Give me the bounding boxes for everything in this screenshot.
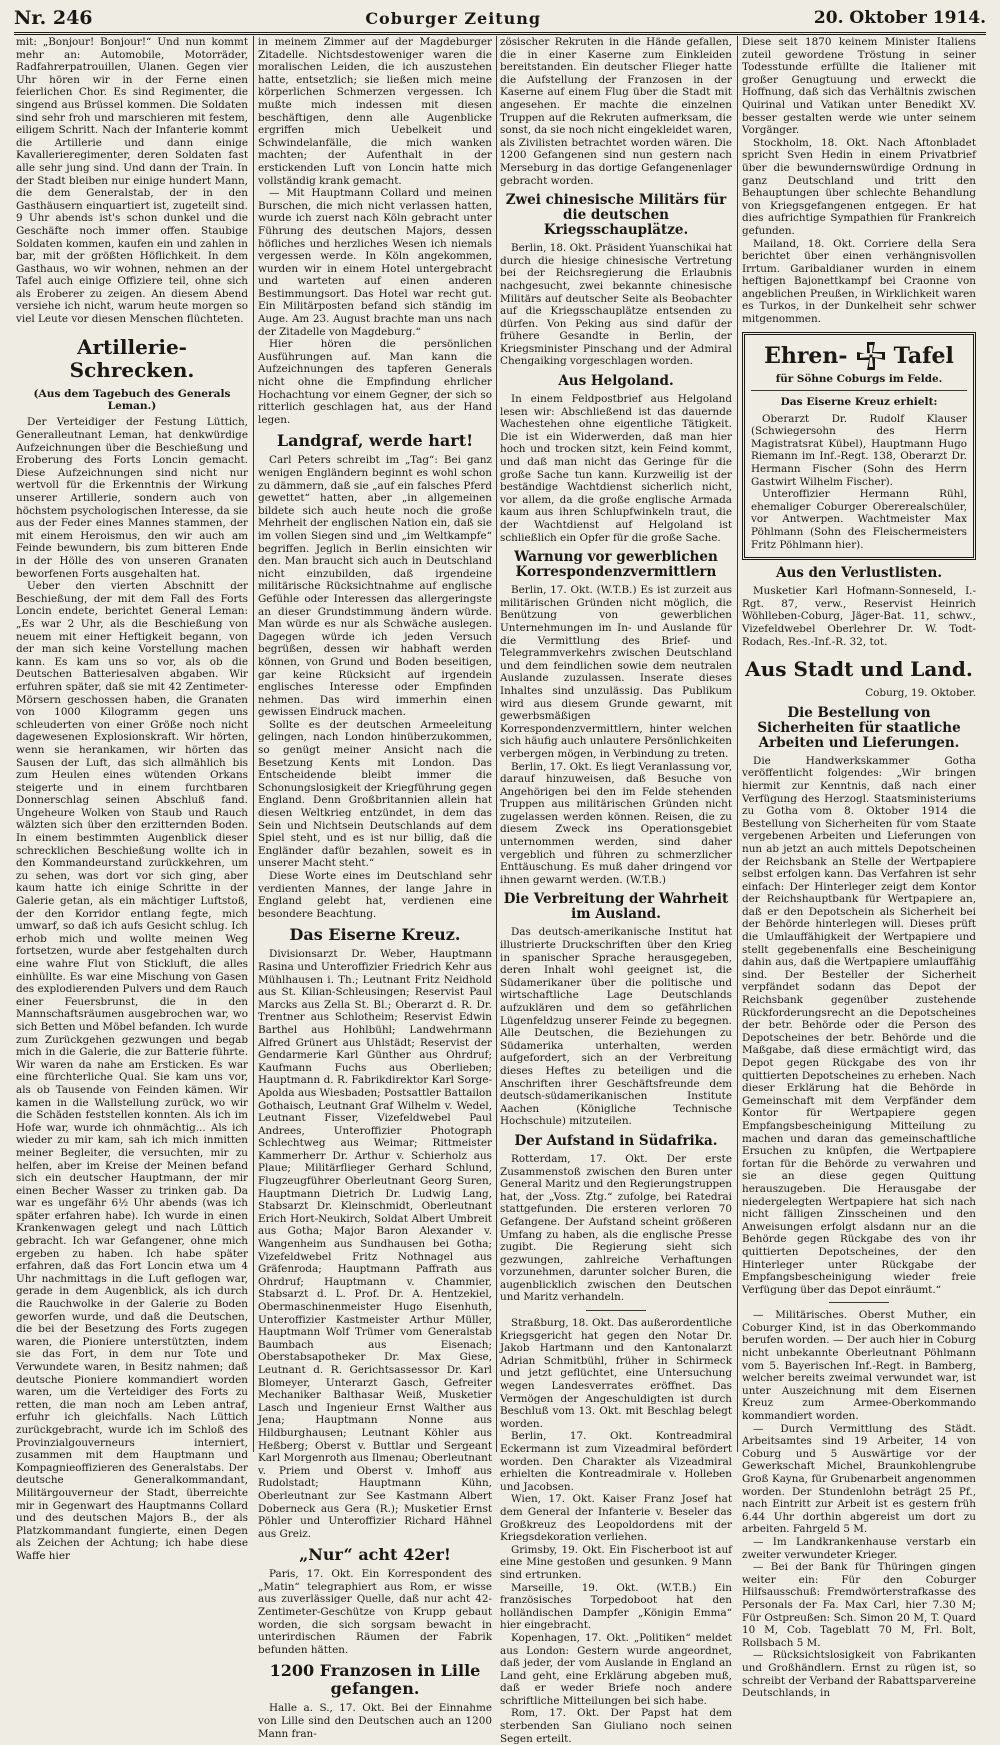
article-text: Carl Peters schreibt im „Tag“: Bei ganz wenigen Engländern beginnt es wohl schon zu dämmern, daß sie „auf ein falsches Pferd gewettet“ hatten, aber „in allgemeinen bildete sich auch heute noch die große Mehrheit der englischen Nation ein, daß sie im vollen Siegen sind und „im Weltkampfe“ begriffen. Jeglich in Berlin einsichten wir den. Man braucht sich auch in Deutschland nicht einzubilden, daß irgendeine militärische Rücksichtnahme auf englische Gefühle oder Interessen das allergeringste an dieser Grundstimmung ändern würde. Man würde es nur als Schwäche auslegen. Dagegen würde ich jeden Versuch begrüßen, dessen wir habhaft werden können, von Grund und Boden beseitigen, gar keine Rücksicht auf irgendein englisches Interesse oder Empfinden nehmen. Das wird immerhin einen gewissen Eindruck machen. bbox=[258, 454, 492, 719]
article-text: in meinem Zimmer auf der Magdeburger Zitadelle. Nichtsdestoweniger waren die moralischen Leiden, die ich auszustehen hatte, entsetzlich; sie ließen mich meine körperlichen Schmerzen vergessen. Ich mußte mich indessen mit diesen beschäftigen, denn alle Augenblicke ergriffen mich Uebelkeit und Schwindelanfälle, die mich wanken machten; der Aufenthalt in der erstickenden Luft von Loncin hatte mich vollständig krank gemacht. bbox=[258, 36, 492, 187]
honor-entry: Oberarzt Dr. Rudolf Klauser (Schwiegersohn des Herrn Magistratsrat Kübel), Hauptmann Hugo Riemann im Inf.-Regt. 138, Oberarzt Dr. Hermann Fischer (Sohn des Herrn Gastwirt Wilhelm Fischer). bbox=[751, 412, 967, 488]
honor-title-left: Ehren- bbox=[764, 342, 848, 369]
article-text: Sollte es der deutschen Armeeleitung gelingen, nach London hinüberzukommen, so genügt meiner Ansicht nach die Besetzung Kents mit London. Das Entscheidende bleibt immer die Schonungslosigkeit der Kriegführung gegen England. Denn Großbritannien allein hat diesen Weltkrieg entzündet, in dem das Sein und Nichtsein Deutschlands auf dem Spiel steht, und es ist nur billig, daß die Engländer dafür bezahlen, soweit es in unserer Macht steht.“ bbox=[258, 718, 492, 870]
article-text: Marseille, 19. Okt. (W.T.B.) Ein französisches Torpedoboot hat den holländischen Dampfer „Königin Emma“ hier eingebracht. bbox=[500, 1581, 732, 1632]
article-text: Divisionsarzt Dr. Weber, Hauptmann Rasina und Unteroffizier Friedrich Kehr aus Mühlhausen i. Th.; Leutnant Fritz Neidhold aus St. Kilian-Schleusingen; Reservist Paul Marcks aus Zella St. Bl.; Oberarzt d. R. Dr. Trentner aus Schlotheim; Reservist Edwin Barthel aus Hohlbühl; Landwehrmann Alfred Grünert aus Uhlstädt; Reservist der Gendarmerie Karl Günther aus Ohrdruf; Kaufmann Fuchs aus Oberlieben; Hauptmann d. R. Fabrikdirektor Karl Sorge-Apolda aus Wiesbaden; Postsattler Battailon Gothaisch, Leutnant Graf Wilhelm v. Wedel, Leutnant Fisser, Vizefeldwebel Paul Andrees, Unteroffizier Photograph Schlechtweg aus Weimar; Rittmeister Kammerherr Dr. Arthur v. Schierholz aus Plaue; Militärflieger Gerhard Schlund, Flugzeugführer Oberleutnant Georg Suren, Hauptmann Dietrich Dr. Ludwig Lang, Stabsarzt Dr. Kleinschmidt, Oberleutnant Erich Hort-Neukirch, Soldat Albert Umbreit aus Gotha; Major Baron Alexander v. Wangenheim aus Sundhausen bei Gotha; Vizefeldwebel Fritz Nothnagel aus Gräfenroda; Hauptmann Paffrath aus Ohrdruf; Hauptmann v. Chammier, Stabsarzt d. L. Prof. Dr. A. Hentzekiel, Obermaschinenmeister Hugo Eisenhuth, Unteroffizier Kastmeister Arthur Müller, Hauptmann Wolf Trümer vom Generalstab Baumbach aus Eisenach; Oberstabsapotheker Dr. Max Giese, Leutnant d. R. Gerichtsassessor Dr. Karl Blomeyer, Unterarzt Gasch, Gefreiter Mechaniker Balthasar Weiß, Musketier Lasch und Ingenieur Ernst Walther aus Jena; Hauptmann Nonne aus Hildburghausen; Leutnant Köhler aus Heßberg; Oberst v. Buttlar und Sergeant Karl Morgenroth aus Ilmenau; Oberleutnant v. Priem und Oberst v. Imhoff aus Rudolstadt; Hauptmann Kühn, Oberleutnant zur See Kastmann Albert Doberneck aus Gera (R.); Musketier Ernst Pöhler und Unteroffizier Richard Hähnel aus Greiz. bbox=[258, 948, 493, 1540]
article-text: — Mit Hauptmann Collard und meinen Burschen, die mich nicht verlassen hatten, wurde ich zuerst nach Köln gebracht unter Führung des deutschen Majors, dessen höfliches und herzliches Wesen ich niemals vergessen werde. In Köln angekommen, wurden wir in einem Hotel untergebracht und warteten auf einen anderen Bestimmungsort. Das Hotel war recht gut. Ein Militärposten befand sich ständig im Auge. Am 23. August brachte man uns nach der Zitadelle von Magdeburg.“ bbox=[258, 187, 492, 338]
issue-date: 20. Oktober 1914. bbox=[813, 8, 986, 28]
article-heading-helgoland: Aus Helgoland. bbox=[558, 373, 674, 390]
article-text: Ueber den vierten Abschnitt der Beschießung, der mit dem Fall des Forts Loncin endete, berichtet General Leman: „Es war 2 Uhr, als die Beschießung von neuem mit einer Heftigkeit begann, von der man sich keine Vorstellung machen kann. Es kam uns so vor, als ob die Deutschen Batteriesalven abgaben. Wir erfuhren später, daß sie mit 42 Zentimeter-Mörsern geschossen haben, die Granaten von 1000 Kilogramm gegen uns schleuderten von einer Größe noch nicht dagewesenen Explosionskraft. Wir hörten, wenn sie herankamen, wir hörten das Sausen der Luft, das sich allmählich bis zum Heulen eines wütenden Orkans steigerte und in einem furchtbaren Donnerschlag seinen Abschluß fand. Ungeheure Wolken von Staub und Rauch wälzten sich über den erzitternden Boden. In einem bestimmten Augenblick dieser schrecklichen Beschießung wollte ich in den Kommandeurstand zurückkehren, um zu sehen, was dort vor sich ging, aber kaum hatte ich einige Schritte in der Galerie getan, als ein mächtiger Luftstoß, der den Korridor entlang fegte, mich umwarf, so daß ich aufs Gesicht schlug. Ich erhob mich und wollte meinen Weg fortsetzen, wurde aber festgehalten durch eine wahre Flut von Stickluft, die alles einhüllte. Es war eine Mischung von Gasen des explodierenden Pulvers und dem Rauch einer Feuersbrunst, die in den Mannschaftsräumen ausgebrochen war, wo sich Betten und Möbel befanden. Ich wurde zum Zurückgehen gezwungen und begab mich in die Galerie, die zur Batterie führte. Wir waren da nahe am Ersticken. Es war eine fürchterliche Qual. Sie kam uns vor, als ob Tausende von Feinden kämen. Wir kamen in die Wallstellung zurück, wo wir die Schäden feststellen konnten. Als ich im Hofe war, wurde ich ohnmächtig... Als ich wieder zu mir kam, sah ich mich inmitten meiner Begleiter, die versuchten, mir zu helfen, aber im Kreise der Meinen befand sich ein deutscher Hauptmann, der mir einen Becher Wasser zu trinken gab. Da war es ungefähr 6½ Uhr abends (was ich später erfahren habe). Ich wurde in einen Krankenwagen gelegt und nach Lüttich gebracht. Ich war Gefangener, ohne mich ergeben zu haben. Ich habe später erfahren, daß das Fort Loncin etwa um 4 Uhr nachmittags in die Luft geflogen war, gerade in dem Augenblick, als ich durch die Rauchwolke in der Galerie zu Boden geworfen wurde, und daß die Deutschen, die bei der Besetzung des Forts zugegen waren, die Pioniere unterstützten, indem sie das Fort, in dem nur Tote und Verwundete waren, in Besitz nahmen; daß deutsche Pioniere kommandiert worden waren, um die Verteidiger des Forts zu retten, die man noch am Leben antraf, erfuhr ich gleichfalls. Nach Lüttich zurückgebracht, wurde ich im Schloß des Provinzialgouverneurs interniert, zusammen mit dem Hauptmann und Kompagnieoffizieren des Generalstabs. Der deutsche Generalkommandant, Militärgouverneur der Stadt, überreichte mir in Gegenwart des Hauptmanns Collard und des deutschen Majors B., der als Platzkommandant fungierte, einen Degen als Zeichen der Achtung; ich habe diese Waffe hier bbox=[16, 580, 248, 1562]
article-text: — Im Landkrankenhause verstarb ein zweiter verwundeter Krieger. bbox=[742, 1535, 976, 1561]
masthead bbox=[14, 4, 986, 35]
honor-roll-box bbox=[742, 332, 976, 561]
section-divider bbox=[586, 1310, 646, 1311]
article-text: Berlin, 17. Okt. Es liegt Veranlassung vor, darauf hinzuweisen, daß Besuche von Angehörigen bei den im Felde stehenden Truppen aus militärischen Gründen nicht zugelassen werden können. Reisen, die zu diesem Zweck ins Operationsgebiet unternommen werden, sind daher vergeblich und führen zu schmerzlicher Enttäuschung. Es muß daher dringend vor ihnen gewarnt werden. (W.T.B.) bbox=[500, 760, 732, 886]
honor-roll-title bbox=[751, 341, 967, 371]
article-heading-zwei-militaers: Zwei chinesische Militärs für die deutschen Kriegsschauplätze. bbox=[505, 192, 727, 239]
article-heading-verlustlisten: Aus den Verlustlisten. bbox=[775, 565, 943, 582]
article-text: Halle a. S., 17. Okt. Bei der Einnahme von Lille sind den Deutschen auch an 1200 Mann fran- bbox=[258, 1702, 492, 1740]
article-text: Wien, 17. Okt. Kaiser Franz Josef hat dem General der Infanterie v. Beseler das Großkreuz des Leopoldordens mit der Kriegsdekoration verliehen. bbox=[500, 1493, 732, 1544]
article-text: Der Verteidiger der Festung Lüttich, Generalleutnant Leman, hat denkwürdige Aufzeichnungen über die Beschießung und Eroberung des Forts Loncin gemacht. Diese Aufzeichnungen sind nicht nur wertvoll für die Erkenntnis der Wirkung unserer Artillerie, sondern auch von höchstem psychologischen Interesse, da sie aus der Feder eines Mannes stammen, der mit einem Heroismus, den wir auch am Feinde bewundern, bis zum bitteren Ende in der Hölle des von unseren Granaten beworfenen Forts ausgehalten hat. bbox=[16, 416, 248, 580]
article-heading-eiserne-kreuz: Das Eiserne Kreuz. bbox=[289, 925, 461, 945]
article-heading-warnung: Warnung vor gewerblichen Korrespondenzvermittlern bbox=[514, 549, 718, 581]
article-text: — Rücksichtslosigkeit von Fabrikanten und Großhändlern. Ernst zu rügen ist, so schreibt der Verband der Rabattsparvereine Deutschlands, in bbox=[742, 1649, 976, 1700]
column-2 bbox=[258, 36, 493, 1740]
iron-cross-icon bbox=[856, 341, 886, 371]
article-text: Berlin, 17. Okt. (W.T.B.) Es ist zurzeit aus militärischen Gründen nicht möglich, die Benützung von gewerblichen Unternehmungen im In- und Auslande für die Vermittlung des Brief- und Telegrammverkehrs zwischen Deutschland und dem feindlichen sowie dem neutralen Auslande zuzulassen. Inserate dieses Inhaltes sind unzulässig. Das Publikum wird aus diesem Grunde gewarnt, mit gewerbsmäßigen Korrespondenzvermittlern, hinter welchen sich häufig auch unlautere Persönlichkeiten verbergen mögen, in Verbindung zu treten. bbox=[500, 584, 732, 760]
article-text: mit: „Bonjour! Bonjour!“ Und nun kommt mehr an: Automobile, Motorräder, Radfahrerpatrouillen, Ulanen. Gegen vier Uhr hören wir in der Ferne einen feierlichen Chor. Es sind Regimenter, die singend aus Brüssel kommen. Die Soldaten sind sehr froh und marschieren mit festem, eiligem Schritt. Nach der Infanterie kommt die Artillerie und dann einige Kavallerieregimenter, deren Soldaten fast alle sehr jung sind. Und dann der Train. In der Stadt bleiben nur einige hundert Mann, die dem Generalstab, der in den Gasthäusern einquartiert ist, zugeteilt sind. 9 Uhr abends ist's schon dunkel und die Geschäfte noch immer offen. Staubige Soldaten kommen, kaufen ein und zahlen in bar, mit der größten Höflichkeit. In dem Gasthaus, wo wir wohnen, nehmen an der Tafel auch einige Offiziere teil, ohne sich als Eroberer zu zeigen. An diesem Abend versiehe ich nicht, warum heute morgen so viel Leute vor diesen Menschen flüchteten. bbox=[16, 36, 248, 326]
page-number: Nr. 246 bbox=[14, 7, 93, 29]
column-4 bbox=[742, 36, 976, 1700]
article-text: Stockholm, 18. Okt. Nach Aftonbladet spricht Sven Hedin in einem Privatbrief über die bewundernswürdige Ordnung in ganz Deutschland und tritt den Behauptungen über schlechte Behandlung von Kriegsgefangenen entgegen. Er hat dies aufrichtige Sympathien für Frankreich gefunden. bbox=[742, 136, 976, 237]
article-heading-aufstand: Der Aufstand in Südafrika. bbox=[514, 1132, 718, 1149]
article-text: Diese seit 1870 keinem Minister Italiens zuteil gewordene Tröstung in seiner Todesstunde erfüllte die Italiener mit großer Genugtuung und erweckt die Hoffnung, daß sich das Verhältnis zwischen Quirinal und Vatikan unter Benedikt XV. besser gestalten werde wie unter seinem Vorgänger. bbox=[742, 36, 976, 137]
honor-divider bbox=[751, 390, 967, 391]
article-subheading: (Aus dem Tagebuch des Generals Leman.) bbox=[33, 387, 231, 413]
article-heading-landgraf: Landgraf, werde hart! bbox=[276, 431, 474, 451]
article-text: Grimsby, 19. Okt. Ein Fischerboot ist auf eine Mine gestoßen und gesunken. 9 Mann sind ertrunken. bbox=[500, 1543, 732, 1581]
article-heading-nur-acht: „Nur“ acht 42er! bbox=[299, 1545, 451, 1565]
article-text: Paris, 17. Okt. Ein Korrespondent des „Matin“ telegraphiert aus Rom, er wisse aus zuverlässiger Quelle, daß nur acht 42-Zentimeter-Geschütze von Krupp gebaut worden, die sich sorgsam bewacht in unterirdischen Räumen der Fabrik befunden hätten. bbox=[258, 1568, 492, 1656]
paper-name: Coburger Zeitung bbox=[365, 8, 542, 28]
dateline: Coburg, 19. Oktober. bbox=[865, 687, 976, 700]
article-text: Musketier Karl Hofmann-Sonneseld, I.-Rgt. 87, verw., Reservist Heinrich Wöhlleben-Coburg, Jäger-Bat. 11, schwv., Vizefeldwebel Oberlehrer Dr. W. Todt-Rodach, Res.-Inf.-R. 32, tot. bbox=[742, 585, 976, 648]
article-text: Rotterdam, 17. Okt. Der erste Zusammenstoß zwischen den Buren unter General Maritz und den Regierungstruppen hat, der „Voss. Ztg.“ zufolge, bei Ratedrai stattgefunden. Die ersteren verloren 70 Gefangene. Der Aufstand scheint größeren Umfang zu haben, als die englische Presse zugibt. Die Regierung sieht sich gezwungen, zahlreiche Verhaftungen vorzunehmen, darunter solcher Buren, die augenblicklich zwischen den Deutschen und Maritz verhandeln. bbox=[500, 1152, 732, 1304]
article-text: — Bei der Bank für Thüringen gingen weiter ein: Für den Coburger Hilfsausschuß: Fremdwörterstrafkasse des Personals der Fa. Max Carl, hier 7.30 M; Für Ostpreußen: Sch. Simon 20 M, T. Quard 10 M, Cob. Tageblatt 70 M, Frl. Bolt, Rollsbach 5 M. bbox=[742, 1561, 976, 1649]
honor-award-label: Das Eiserne Kreuz erhielt: bbox=[780, 396, 938, 409]
article-heading-verbreitung: Die Verbreitung der Wahrheit im Ausland. bbox=[503, 891, 729, 923]
article-text: zösischer Rekruten in die Hände gefallen, die in einer Kaserne zum Einkleiden bereitstanden. Ein deutscher Flieger hatte die Aufstellung der Franzosen in der Kaserne auf einem Flug über die Stadt mit angesehen. Er machte die einzelnen Truppen auf die Rekruten aufmerksam, die sonst, da sie noch nicht eingekleidet waren, als Zivilisten betrachtet worden wären. Die 1200 Gefangenen sind nun gestern nach Merseburg in das dortige Gefangenenlager gebracht worden. bbox=[500, 36, 732, 187]
article-text: Hier hören die persönlichen Ausführungen auf. Man kann die Aufzeichnungen des tapferen Generals nicht ohne die Empfindung ehrlicher Hochachtung vor einem Gegner, der sich so ritterlich geschlagen hat, aus der Hand legen. bbox=[258, 338, 492, 426]
article-heading-lille: 1200 Franzosen in Lille gefangen. bbox=[269, 1661, 481, 1699]
column-rule bbox=[253, 36, 254, 1452]
article-text: Rom, 17. Okt. Der Papst hat dem sterbenden San Giuliano noch seinen Segen erteilt. bbox=[500, 1707, 732, 1745]
article-text: — Durch Vermittlung des Städt. Arbeitsamtes sind 19 Arbeiter, 14 von Coburg und 5 Auswärtige vor der Gewerkschaft Michel, Braunkohlengrube Groß Kayna, für Grubenarbeit angenommen worden. Der Stundenlohn beträgt 25 Pf., nach Eintritt zur Arbeit ist es gestern früh 6.44 Uhr dorthin abgereist um dort zu arbeiten. Fahrgeld 5 M. bbox=[742, 1422, 976, 1536]
article-text: — Militärisches. Oberst Muther, ein Coburger Kind, ist in das Oberkommando berufen worden. — Der auch hier in Coburg nicht unbekannte Oberleutnant Pöhlmann vom 5. Bayerischen Inf.-Regt. in Bamberg, welcher bereits zweimal verwundet war, ist unter Auszeichnung mit dem Eisernen Kreuz zum Armee-Oberkommando kommandiert worden. bbox=[742, 1309, 976, 1423]
honor-title-right: Tafel bbox=[893, 342, 954, 369]
column-rule bbox=[496, 36, 497, 1452]
section-divider bbox=[829, 1302, 889, 1303]
article-text: Kopenhagen, 17. Okt. „Politiken“ meldet aus London: Gestern wurde angeordnet, daß jeder, der vom Auslande in England an Land geht, eine Erklärung abgeben muß, daß er weder Briefe noch andere schriftliche Mitteilungen bei sich habe. bbox=[500, 1631, 732, 1707]
article-text: Berlin, 17. Okt. Kontreadmiral Eckermann ist zum Vizeadmiral befördert worden. Den Charakter als Vizeadmiral erhielten die Kontreadmirale v. Holleben und Jacobsen. bbox=[500, 1430, 732, 1493]
honor-entry: Unteroffizier Hermann Rühl, ehemaliger Coburger Obererealschüler, vor Antwerpen. Wachtmeister Max Pöhlmann (Sohn des Fleischermeisters Fritz Pöhlmann hier). bbox=[751, 488, 967, 551]
honor-roll-subtitle: für Söhne Coburgs im Felde. bbox=[775, 372, 943, 385]
column-rule bbox=[737, 36, 738, 1452]
article-heading-bestellung: Die Bestellung von Sicherheiten für staatliche Arbeiten und Lieferungen. bbox=[757, 704, 961, 751]
article-text: In einem Feldpostbrief aus Helgoland lesen wir: Abschließend ist das dauernde Wachestehen ohne eigentliche Tätigkeit. Die ist ein Widerwerden, daß man hier hoch und trocken sitzt, kein Feind kommt, und daß man nicht das Geringe für die große Sache tun kann. Kurzweilig ist der beständige Wachtdienst sicherlich nicht, vor allem, da die große englische Armada kaum aus ihren Schlupfwinkeln traut, die der Wachtdienst auf Helgoland ist schließlich ein Opfer für die große Sache. bbox=[500, 393, 732, 544]
article-text: Mailand, 18. Okt. Corriere della Sera berichtet über einen verhängnisvollen Irrtum. Garibaldianer wurden in einem heftigen Bajonettkampf bei Craonne von angeblichen Preußen, in Wirklichkeit waren es Turkos, in der Dunkelheit sehr schwer mitgenommen. bbox=[742, 237, 976, 326]
article-text: Das deutsch-amerikanische Institut hat illustrierte Druckschriften über den Krieg in spanischer Sprache herausgegeben, deren Inhalt wohl geeignet ist, die Südamerikaner über die politische und wirtschaftliche Lage Deutschlands aufzuklären und dem so gefährlichen Lügenfeldzug unserer Feinde zu begegnen. Alle Deutschen, die Beziehungen zu Südamerika unterhalten, werden aufgefordert, sich an der Verbreitung dieses Heftes zu beteiligen und die Anschriften ihrer Geschäftsfreunde dem deutsch-südamerikanischen Institute Aachen (Königliche Technische Hochschule) mitzuteilen. bbox=[500, 926, 732, 1128]
section-heading-stadt-und-land: Aus Stadt und Land. bbox=[745, 657, 973, 682]
article-heading-artillerie: Artillerie-Schrecken. bbox=[69, 334, 195, 382]
column-1 bbox=[16, 36, 248, 1562]
article-text: Diese Worte eines im Deutschland sehr verdienten Mannes, der lange Jahre in England gelebt hat, verdienen eine besondere Beachtung. bbox=[258, 870, 492, 920]
article-text: Straßburg, 18. Okt. Das außerordentliche Kriegsgericht hat gegen den Notar Dr. Jakob Hartmann und den Kantonalarzt Adrian Schmitbühl, früher in Schirmeck und jetzt geflüchtet, eine Untersuchung wegen Landesverrates eröffnet. Das Vermögen der Angeschuldigten ist durch Beschluß vom 13. Okt. mit Beschlag belegt worden. bbox=[500, 1317, 732, 1430]
article-text: Die Handwerkskammer Gotha veröffentlicht folgendes: „Wir bringen hiermit zur Kenntnis, daß nach einer Verfügung des Herzogl. Staatsministeriums zu Gotha vom 8. Oktober 1914 die Bestellung von Sicherheiten für vom Staate vergebenen Arbeiten und Lieferungen von nun ab jetzt an auch mittels Depotscheinen der Reichsbank an Stelle der Wertpapiere selbst erfolgen kann. Das Verfahren ist sehr einfach: Der Hinterleger zeigt dem Kontor der Reichshauptbank für Wertpapiere an, daß er den Depotschein als Sicherheit bei der Behörde hinterlegen will. Dieses prüft die Umlauffähigkeit der Wertpapiere und stellt gegebenenfalls eine Bescheinigung dahin aus, daß die Wertpapiere umlauffähig sind. Der Besteller der Sicherheit verpfändet sodann das Depot der Reichsbank gegenüber zustehende Rückforderungsrecht an die Depotscheines der betr. Behörde oder die Person des Depotscheines der betr. Behörde und die Maßgabe, daß diese ermächtigt wird, das Depot gegen Rückgabe des von ihr quittierten Depotscheines zu erheben. Nach dieser Erklärung hat die Behörde in Gemeinschaft mit dem Verpfänder dem Kontor für Wertpapiere gegen Empfangsbescheinigung Mitteilung zu machen und daran das gemeinschaftliche Ersuchen zu knüpfen, die Wertpapiere fortan für die Behörde zu verwahren und sie an diese gegen Quittung herauszugeben. Die Herausgabe der niedergelegten Wertpapiere hat sich nach nicht fälligen Zinsscheinen und den Anweisungen erfolgt alsdann nur an die Behörde gegen Rückgabe des von ihr quittierten Depotscheines, der den Hinterleger unter Rückgabe der Empfangsbescheinigung wieder freie Verfügung über das Depot einräumt.“ bbox=[742, 754, 976, 1296]
column-3 bbox=[500, 36, 732, 1745]
article-text: Berlin, 18. Okt. Präsident Yuanschikai hat durch die hiesige chinesische Vertretung bei der Reichsregierung die Erlaubnis nachgesucht, zwei bekannte chinesische Militärs auf deutscher Seite als Beobachter auf die Kriegsschauplätze entsenden zu dürfen. Von Peking aus sind dafür der frühere Gesandte in Berlin, der Kriegsminister Pinschang und der Admiral Chengaiking vorgeschlagen worden. bbox=[500, 242, 732, 368]
